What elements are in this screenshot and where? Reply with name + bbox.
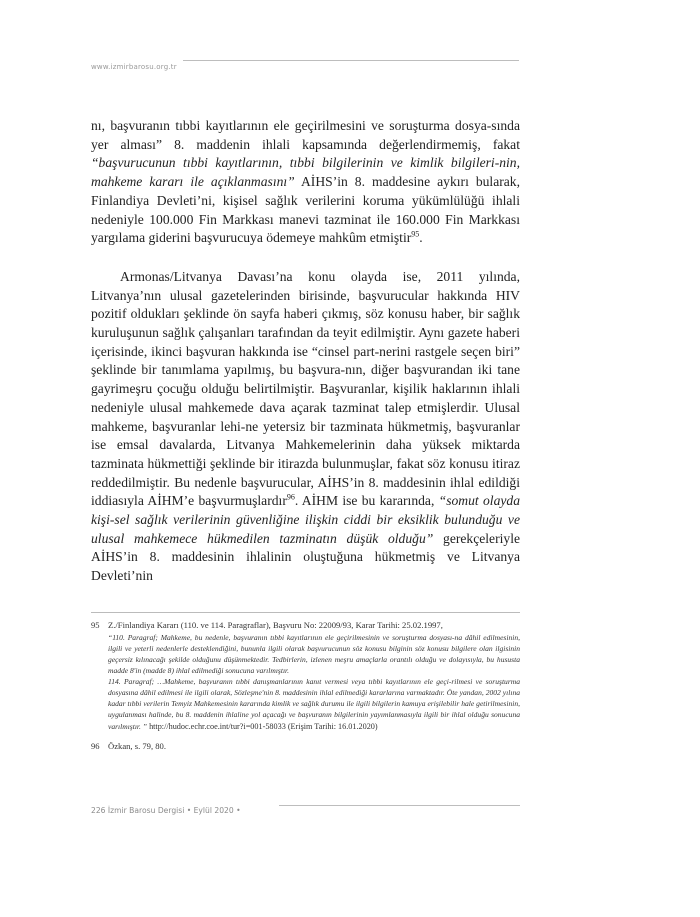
footnote-number: 96 [91,740,100,751]
body-text [91,117,520,586]
footnote-95-citation: Z./Finlandiya Kararı (110. ve 114. Paragraflar), Başvuru No: 22009/93, Karar Tarihi: 25.02.1997, [108,620,443,630]
paragraph-2-text-a: Armonas/Litvanya Davası’na konu olayda ise, 2011 yılında, Litvanya’nın ulusal gazetelerinden birisinde, başvurucular hakkında HIV pozitif oldukları şeklinde ön sayfa haberi çıkmış, söz konusu haber, bir sağlık kuruluşunun sağlık çalışanları tarafından da teyit edilmiştir. Aynı gazete haberi içerisinde, ikinci başvuran hakkında ise “cinsel part-nerini rastgele seçen biri” şeklinde bir tanımlama yapılmış, bu başvura-nın, diğer başvurandan iki tane gayrimeşru çocuğu olduğu belirtilmiştir. Başvuranlar, kişilik haklarının ihlali nedeniyle ulusal mahkemede dava açarak tazminat talep etmişlerdir. Ulusal mahkeme, başvuranlar lehi-ne yetersiz bir tazminata hükmetmiş, başvuranlar ise emsal davalarda, Litvanya Mahkemelerinin daha yüksek miktarda tazminata hükmettiği şeklinde bir itirazda bulunmuşlar, fakat söz konusu itiraz reddedilmiştir. Bu nedenle başvurucular, AİHS’in 8. maddesinin ihlal edildiği iddiasıyla AİHM’e başvurmuşlardır [91,268,520,509]
header-rule [183,60,519,61]
footnote-95-paragraph-110: “110. Paragraf; Mahkeme, bu nedenle, başvuranın tıbbi kayıtlarının ele geçirilmesinin ve soruşturma dosyası-na dâhil edilmesinin, ilgili ve yeterli nedenlerle desteklendiğini, bununla ilgili olarak başvurucunun söz konusu bilginin söz konusu bilgilere olan ilgisinin geçersiz kılınacağı şekilde olduğunu düşünmektedir. Tedbirlerin, izlenen meşru amaçlarla orantılı olduğu ve dolayısıyla, bu hususta madde 8'in (madde 8) ihlal edilmediği sonucuna varılmıştır. [108,632,520,676]
footer-rule [279,805,520,806]
footnote-95-paragraph-114 [108,676,520,731]
paragraph-1: nı, başvuranın tıbbi kayıtlarının ele geçirilmesini ve soruşturma dosya-sında yer alması” 8. maddenin ihlali kapsamında değerlendirmemiş, fakat “başvurucunun tıbbi kayıtlarının, tıbbi bilgilerinin ve kimlik bilgileri-nin, mahkeme kararı ile açıklanmasını” AİHS’in 8. maddesine aykırı bularak, Finlandiya Devleti’ni, kişisel sağlık verilerini koruma yükümlülüğü ihlali nedeniyle 100.000 Fin Markkası manevi tazminat ile 160.000 Fin Markkası yargılama giderini başvurucuya ödemeye mahkûm etmiştir$^{95}$. [91,118,521,246]
header-url[interactable]: www.izmirbarosu.org.tr [91,63,177,71]
paragraph-2-text-d: gerekçeleriyle AİHS’in 8. maddesinin ihlalinin oluştuğuna hükmetmiş ve Litvanya Devleti’nin [91,530,521,584]
paragraph-2 [91,268,520,586]
footnote-96 [91,741,520,753]
footnote-ref-95[interactable]: 95 [411,229,420,239]
page-header [91,56,519,74]
footnote-95 [91,620,520,732]
page-footer [91,800,520,818]
paragraph-1-text-a: nı, başvuranın tıbbi kayıtlarının ele geçirilmesini ve soruşturma dosya-sında yer alması” 8. maddenin ihlali kapsamında değerlendirmemiş, fakat [91,118,520,152]
paragraph-1-quote: “başvurucunun tıbbi kayıtlarının, tıbbi bilgilerinin ve kimlik bilgileri-nin, mahkeme kararı ile açıklanmasını” [91,155,520,190]
paragraph-2-quote: “somut olayda kişi-sel sağlık verilerinin güvenliğine ilişkin ciddi bir eksiklik bulunduğu ve ulusal mahkemece hükmedilen tazminatın düşük olduğu” [91,493,520,546]
footnote-rule [91,612,520,613]
paragraph-1-text-c: AİHS’in 8. maddesine aykırı bularak, Finlandiya Devleti’ni, kişisel sağlık verilerini koruma yükümlülüğü ihlali nedeniyle 100.000 Fin Markkası manevi tazminat ile 160.000 Fin Markkası yargılama giderini başvurucuya ödemeye mahkûm etmiştir [91,174,521,246]
footnote-96-text: Özkan, s. 79, 80. [108,740,166,751]
footer-text: 226 İzmir Barosu Dergisi • Eylül 2020 • [91,806,241,815]
paragraph-2-text-b: . AİHM ise bu kararında, [294,493,439,509]
footnotes [91,620,520,752]
footnote-ref-96[interactable]: 96 [286,492,295,502]
footnote-95-paragraph-114-text: 114. Paragraf; …Mahkeme, başvuranın tıbbi danışmanlarının kanıt vermesi veya tıbbi kayıtlarının ele geçi-rilmesi ve soruşturma dosyasına dâhil edilmesi ile ilgili olarak, Sözleşme'nin 8. maddesinin ihlal edilmediği kararlarına varmaktadır. Öte yandan, 2002 yılına kadar tıbbi verilerin Temyiz Mahkemesinin kararında kimlik ve sağlık durumu ile ilgili bilgilerin kamuya erişilebilir hale getirilmesinin, uygulanması halinde, bu 8. maddenin ihlaline yol açacağı ve başvuranın bilgilerinin yayımlanmasıyla ilgili bir ihlal olduğu sonucuna varılmıştır. ” [108,677,520,731]
footnote-95-link[interactable]: http://hudoc.echr.coe.int/tur?i=001-58033 (Erişim Tarihi: 16.01.2020) [147,721,378,731]
footnote-number: 95 [91,620,100,630]
